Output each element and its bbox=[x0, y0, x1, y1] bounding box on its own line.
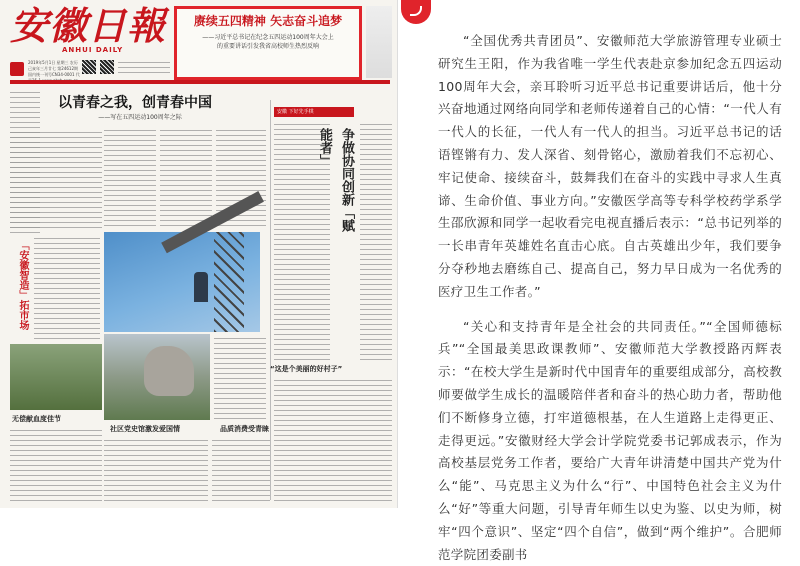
headline-subtitle: ——习近平总书记在纪念五四运动100周年大会上 bbox=[202, 34, 334, 41]
article-heading: 社区党史馆激发爱国情 bbox=[110, 425, 180, 433]
article-heading: 无偿献血度佳节 bbox=[12, 415, 61, 423]
article-text-column bbox=[212, 438, 270, 504]
section-marker-icon bbox=[401, 0, 431, 24]
qr-code-icon bbox=[100, 60, 114, 74]
article-paragraph: “关心和支持青年是全社会的共同责任。”“全国师德标兵”“全国最美思政课教师”、安徽师范大学教授路丙辉表示：“在校大学生是新时代中国青年的重要组成部分，高校教师要做学生成长的温暖陪伴者和奋斗的热心助力者，帮助他们不断修身立德，打牢道德根基，在人生道路上走得更正、走得更远。”安徽财经大学会计学院党委书记郭成表示，作为高校基层党务工作者，要给广大青年讲清楚中国共产党为什么“能”、马克思主义为什么“行”、中国特色社会主义为什么“好”等重大问题，引导青年师生以史为鉴、以史为师，树牢“四个意识”、坚定“四个自信”，做到“两个维护”。合肥师范学院团委副书 bbox=[438, 318, 782, 562]
column-divider bbox=[270, 100, 271, 500]
tower-shape bbox=[214, 232, 244, 332]
masthead-info-text bbox=[118, 60, 170, 76]
feature-title: 以青春之我，创青春中国 bbox=[58, 95, 212, 111]
side-column-title-red: 「安徽智造」拓市场 bbox=[17, 240, 28, 330]
masthead-meta: 2019年5月1日 星期三 农历己亥年三月廿七 第24612期 国内统一刊号CN34-0001 代 bbox=[28, 60, 80, 77]
feature-subtitle: ——写在五四运动100周年之际 bbox=[98, 114, 182, 121]
article-text-column bbox=[104, 438, 208, 504]
highlighted-headline-box[interactable] bbox=[174, 6, 362, 80]
headline-subtitle: 的重要讲话引发我省高校师生热烈反响 bbox=[216, 43, 319, 50]
masthead-ad bbox=[366, 6, 392, 78]
article-text-column bbox=[360, 122, 392, 362]
qr-code-icon bbox=[82, 60, 96, 74]
rock-shape bbox=[144, 346, 194, 396]
article-text-column bbox=[34, 236, 100, 340]
article-paragraph: “全国优秀共青团员”、安徽师范大学旅游管理专业硕士研究生王阳，作为我省唯一学生代表赴京参加纪念五四运动100周年大会，亲耳聆听习近平总书记重要讲话后，他十分兴奋地通过网络向同学和老师传递着自己的心情：“一代人有一代人的长征，一代人有一代人的担当。习近平总书记的话语铿锵有力、发人深省、刻骨铭心，激励着我们不忘初心、牢记使命、接续奋斗，鼓舞我们在奋斗的实践中寻求人生真谛、生命价值、事业方向。”安徽医学高等专科学校药学系学生邵欣源和同学一起收看完电视直播后表示：“总书记列举的一长串青年英雄姓名直击心底。自古英雄出少年，我们要争分夺秒地去磨练自己、提高自己，努力早日成为一名优秀的医疗卫生工作者。” bbox=[438, 33, 782, 299]
masthead-logo: 安徽日報 bbox=[10, 3, 167, 48]
mountain-photo bbox=[104, 334, 210, 420]
worker-shape bbox=[194, 272, 208, 302]
article-body bbox=[438, 30, 782, 562]
masthead-emblem-icon bbox=[10, 62, 24, 76]
newspaper-page-image[interactable] bbox=[0, 0, 398, 508]
construction-photo bbox=[104, 232, 260, 332]
headline: 赓续五四精神 矢志奋斗追梦 bbox=[193, 14, 343, 28]
article-heading: “这是个美丽的好村子” bbox=[270, 365, 343, 373]
blood-donation-photo bbox=[10, 344, 102, 410]
article-text-column bbox=[104, 128, 156, 228]
side-column-title: 争做协同创新「赋能者」 bbox=[317, 128, 354, 232]
article-text-column bbox=[214, 336, 266, 420]
article-text-column bbox=[274, 378, 392, 504]
article-heading: 品质消费受青睐 bbox=[220, 425, 269, 433]
masthead-divider bbox=[10, 80, 390, 84]
article-text-column bbox=[160, 128, 212, 228]
article-text-column bbox=[10, 428, 102, 504]
section-tag: 安徽 下好先手棋 bbox=[274, 107, 354, 117]
article-text-column bbox=[10, 130, 102, 230]
masthead-subtitle: ANHUI DAILY bbox=[62, 46, 124, 54]
